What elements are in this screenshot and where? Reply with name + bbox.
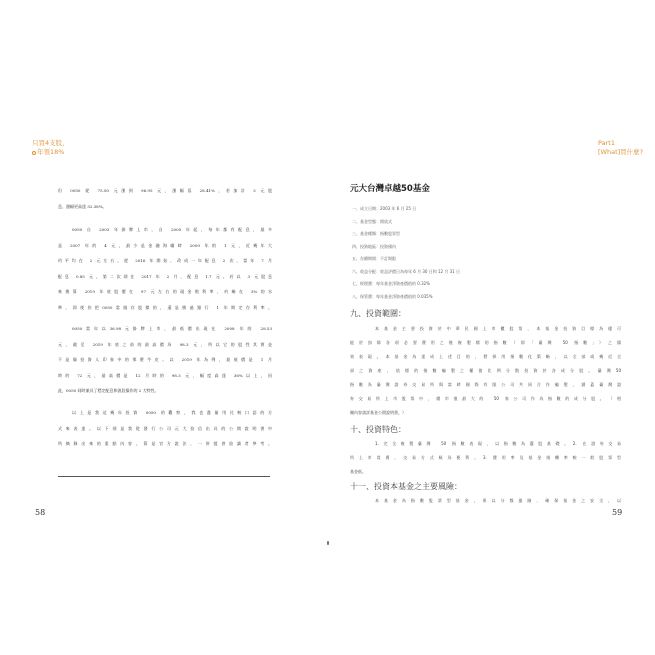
right-page bbox=[350, 0, 621, 655]
body-paragraph bbox=[58, 321, 272, 399]
body-paragraph bbox=[58, 222, 272, 315]
text-line: 但 0050 從 75.50 元漲到 96.95 元，漲幅爲 28.41%，若加計 3 元股 bbox=[58, 188, 272, 193]
text-line: 能於扣除各項必要費用之後複製標的指數（即「臺灣 50 指數」）之績 bbox=[350, 340, 621, 345]
text-line: 0050當年以36.98元掛牌上市，最低價出現在 2008 年的 28.53 bbox=[72, 326, 272, 331]
text-line: 部之資產，依標的指數編製之權值比例分散投資於各成分股。臺灣50 bbox=[350, 368, 621, 373]
text-line: 1.完全複製臺灣 50 指數表現，以指數為選股基礎。2. 在證券交易 bbox=[375, 441, 621, 446]
section-paragraph bbox=[350, 437, 621, 479]
part-label: Part1 bbox=[598, 139, 615, 147]
text-line: 元，截至 2019 年底之前的最高價為 98.3 元，所以它的股性其實並 bbox=[58, 341, 272, 347]
book-title-line: 只買4支股， bbox=[32, 139, 69, 147]
section-heading: 十一、投資本基金之主要風險： bbox=[350, 482, 462, 491]
text-line: 效表現。本基金為達成上述目的，將採用指數化策略，以全部或幾近全 bbox=[350, 354, 621, 359]
fund-info-item: 一、成立日期：2003 年 6 月 25 日 bbox=[352, 206, 417, 211]
text-line: 關內容請詳基金公開說明書。） bbox=[350, 410, 406, 415]
body-paragraph bbox=[58, 183, 272, 214]
page-number-left: 58 bbox=[35, 508, 46, 517]
fund-title: 元大台灣卓越50基金 bbox=[350, 184, 430, 194]
text-line: 所摘錄出來的重點內容，算是官方說法，一併提供給讀者參考。 bbox=[58, 441, 272, 446]
text-line: 是 2007 年的 4 元，最少是金融海嘯時 2009 年的 1 元，近幾年大 bbox=[58, 242, 272, 248]
section-paragraph bbox=[350, 322, 621, 420]
book-subtitle-line: 年領18% bbox=[37, 148, 65, 156]
scan-speck bbox=[327, 541, 329, 545]
text-line: 不是像投資人印象中的那麼牛皮。以 2019 年為例，最低價是 1 月 bbox=[58, 357, 272, 362]
text-line: 所上市買賣，交易方式極為便利。3. 費用率及基金週轉率較一般股票型 bbox=[350, 455, 621, 460]
text-line: 來換算 2019 年底股價在 97 元左右的現金殖利率，約略在 3%的水 bbox=[58, 289, 272, 294]
text-line: 以上是我這幾年投資 0050 的觀察，我也盡量用比較口語的方 bbox=[72, 410, 272, 415]
section-paragraph bbox=[350, 494, 621, 508]
text-line: 券交易所上市股票中，總市值最大的 50 家公司作為指數的成分股。（相 bbox=[350, 396, 621, 401]
section-heading: 九、投資範圍： bbox=[350, 309, 406, 318]
text-line: 準，即使你把0050當做存股標的，還是勝過銀行 1 年期定存利率。 bbox=[58, 304, 272, 310]
text-line: 息，漲幅更高達 32.38%。 bbox=[58, 203, 107, 209]
circle-bullet-icon bbox=[32, 151, 36, 155]
text-line: 此，0050 同時兼具了穩定配息和波段操作的 2 大特性。 bbox=[58, 388, 159, 393]
fund-info-item: 七、經理費：每年基金淨資產價值的 0.32% bbox=[352, 281, 430, 286]
text-line: 式來表達。以下則是我從發行公司元大投信出具的公開說明書中 bbox=[58, 425, 272, 431]
body-paragraph bbox=[58, 405, 272, 452]
page-number-right: 59 bbox=[612, 508, 623, 517]
fund-info-item: 四、投資地區：投資國內 bbox=[352, 243, 396, 249]
fund-info-item: 二、基金型態：開放式 bbox=[352, 218, 392, 224]
text-line: 本基金主要投資於中華民國上市櫃股票，本基金投資目標為儘可 bbox=[375, 326, 621, 331]
text-line: 基金低。 bbox=[350, 469, 366, 474]
text-line: 時的 72 元，最高價是 12 月時的 98.3 元，幅度高達 36%以上，因 bbox=[58, 372, 272, 378]
fund-info-list bbox=[350, 203, 621, 303]
part-title: [What]買什麼? bbox=[598, 148, 644, 156]
fund-info-item: 三、基金種類：指數股票型 bbox=[352, 231, 400, 236]
text-line: 0050 自 2003 年掛牌上市，自 2005 年起，每年都有配息，最多 bbox=[72, 227, 272, 232]
left-page bbox=[58, 0, 272, 655]
footnote-rule bbox=[58, 476, 270, 477]
fund-info-item: 六、收益分配：收益評價日為每年 6 月 30 日和 12 月 31 日 bbox=[352, 268, 460, 274]
text-line: 指數為臺灣證券交易所與富時國際有限公司共同合作編製，涵蓋臺灣證 bbox=[350, 382, 621, 387]
section-heading: 十、投資特色： bbox=[350, 425, 406, 434]
fund-info-item: 五、存續期間：不訂期限 bbox=[352, 256, 396, 261]
fund-info-item: 八、保管費：每年基金淨資產價值的 0.035% bbox=[352, 293, 433, 299]
text-line: 本基金為指數股票型基金，係以分散風險、確保基金之安全，以 bbox=[375, 498, 621, 503]
text-line: 約平均在 2 元左右。從 2016 年開始，改成一年配息 2 次，當年 7 月 bbox=[58, 258, 272, 263]
text-line: 配息 0.85 元、第二次則在 2017 年 2 月，配息 1.7 元。若以 3 元股息 bbox=[58, 273, 272, 279]
